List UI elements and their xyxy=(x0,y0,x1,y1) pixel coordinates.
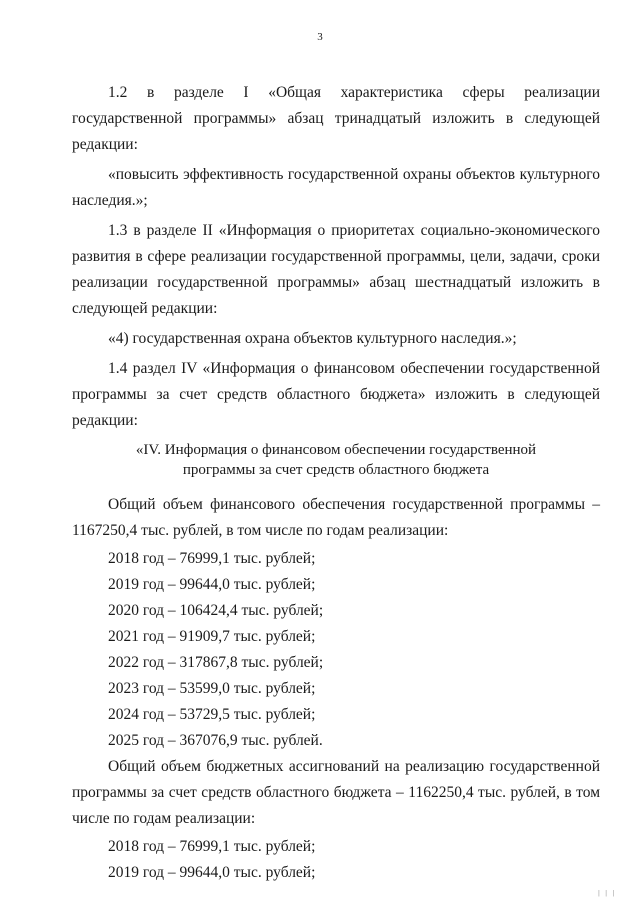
year-line: 2020 год – 106424,4 тыс. рублей; xyxy=(108,602,324,619)
year-line: 2023 год – 53599,0 тыс. рублей; xyxy=(108,680,316,697)
document-body xyxy=(72,80,600,886)
year-line: 2025 год – 367076,9 тыс. рублей. xyxy=(108,732,323,749)
year-line: 2024 год – 53729,5 тыс. рублей; xyxy=(108,706,316,723)
scan-mark-icon: | | | xyxy=(598,889,616,897)
total-financing-year-list xyxy=(72,546,600,754)
scan-footer-marks xyxy=(598,889,616,897)
year-line: 2018 год – 76999,1 тыс. рублей; xyxy=(108,838,316,855)
year-line: 2019 год – 99644,0 тыс. рублей; xyxy=(108,576,316,593)
paragraph-1-3: 1.3 в разделе II «Информация о приоритетах социально-экономического развития в сфере реализации государственной программы, цели, задачи, сроки реализации государственной программы» абзац шестнадцатый изложить в следующей редакции: xyxy=(72,222,600,317)
budget-allocations-year-list xyxy=(72,834,600,886)
paragraph-1-4: 1.4 раздел IV «Информация о финансовом обеспечении государственной программы за счет средств областного бюджета» изложить в следующей редакции: xyxy=(72,360,600,429)
year-line: 2021 год – 91909,7 тыс. рублей; xyxy=(108,628,316,645)
year-line: 2022 год – 317867,8 тыс. рублей; xyxy=(108,654,324,671)
section-heading-line-1: «IV. Информация о финансовом обеспечении государственной xyxy=(135,442,537,458)
budget-allocations-intro: Общий объем бюджетных ассигнований на реализацию государственной программы за счет средств областного бюджета – 1162250,4 тыс. рублей, в том числе по годам реализации: xyxy=(72,758,600,827)
page-number: 3 xyxy=(317,31,323,43)
paragraph-quote-2: «4) государственная охрана объектов культурного наследия.»; xyxy=(108,330,517,347)
year-line: 2019 год – 99644,0 тыс. рублей; xyxy=(108,864,316,881)
paragraph-quote-1: «повысить эффективность государственной охраны объектов культурного наследия.»; xyxy=(72,166,600,209)
paragraph-1-2: 1.2 в разделе I «Общая характеристика сферы реализации государственной программы» абзац тринадцатый изложить в следующей редакции: xyxy=(72,84,600,153)
year-line: 2018 год – 76999,1 тыс. рублей; xyxy=(108,550,316,567)
section-heading xyxy=(72,440,600,480)
section-heading-line-2: программы за счет средств областного бюджета xyxy=(182,462,490,478)
total-financing-intro: Общий объем финансового обеспечения государственной программы – 1167250,4 тыс. рублей, в том числе по годам реализации: xyxy=(72,496,600,539)
